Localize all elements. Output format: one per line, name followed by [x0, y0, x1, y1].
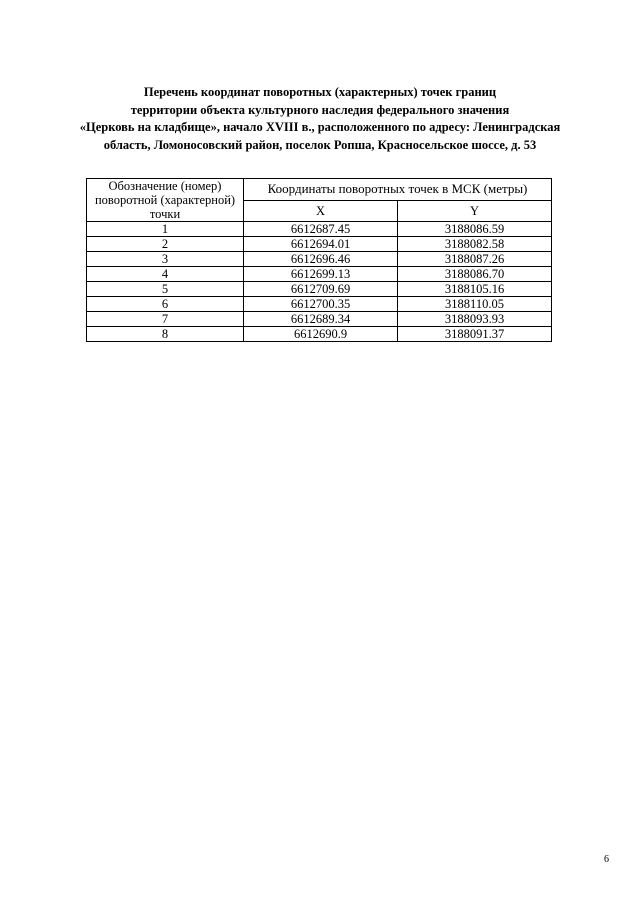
x-value: 6612689.34	[244, 312, 398, 327]
title-line-4: область, Ломоносовский район, поселок Ропша, Красносельское шоссе, д. 53	[103, 137, 537, 152]
table-row	[87, 222, 552, 237]
x-value: 6612687.45	[244, 222, 398, 237]
point-number: 4	[87, 267, 244, 282]
x-value: 6612709.69	[244, 282, 398, 297]
x-value: 6612699.13	[244, 267, 398, 282]
point-number: 6	[87, 297, 244, 312]
table-row	[87, 267, 552, 282]
header-point-designation: Обозначение (номер) поворотной (характерной) точки	[87, 179, 244, 222]
title-line-3: «Церковь на кладбище», начало XVIII в., расположенного по адресу: Ленинградская	[79, 120, 561, 134]
y-value: 3188087.26	[398, 252, 552, 267]
table-row	[87, 252, 552, 267]
table-row	[87, 312, 552, 327]
y-value: 3188086.70	[398, 267, 552, 282]
y-value: 3188086.59	[398, 222, 552, 237]
page-number: 6	[604, 854, 609, 865]
point-number: 7	[87, 312, 244, 327]
coordinates-table	[86, 178, 552, 342]
y-value: 3188105.16	[398, 282, 552, 297]
title-line-2: территории объекта культурного наследия федерального значения	[130, 102, 510, 117]
y-value: 3188091.37	[398, 327, 552, 342]
x-value: 6612700.35	[244, 297, 398, 312]
header-x: X	[244, 200, 398, 222]
header-y: Y	[398, 200, 552, 222]
title-line-1: Перечень координат поворотных (характерных) точек границ	[143, 85, 497, 99]
y-value: 3188093.93	[398, 312, 552, 327]
y-value: 3188082.58	[398, 237, 552, 252]
x-value: 6612694.01	[244, 237, 398, 252]
point-number: 3	[87, 252, 244, 267]
point-number: 5	[87, 282, 244, 297]
x-value: 6612690.9	[244, 327, 398, 342]
point-number: 8	[87, 327, 244, 342]
table-row	[87, 297, 552, 312]
x-value: 6612696.46	[244, 252, 398, 267]
table-row	[87, 237, 552, 252]
table-row	[87, 282, 552, 297]
point-number: 1	[87, 222, 244, 237]
point-number: 2	[87, 237, 244, 252]
document-title	[20, 84, 620, 154]
header-coordinates: Координаты поворотных точек в МСК (метры)	[244, 179, 552, 201]
table-row	[87, 327, 552, 342]
y-value: 3188110.05	[398, 297, 552, 312]
